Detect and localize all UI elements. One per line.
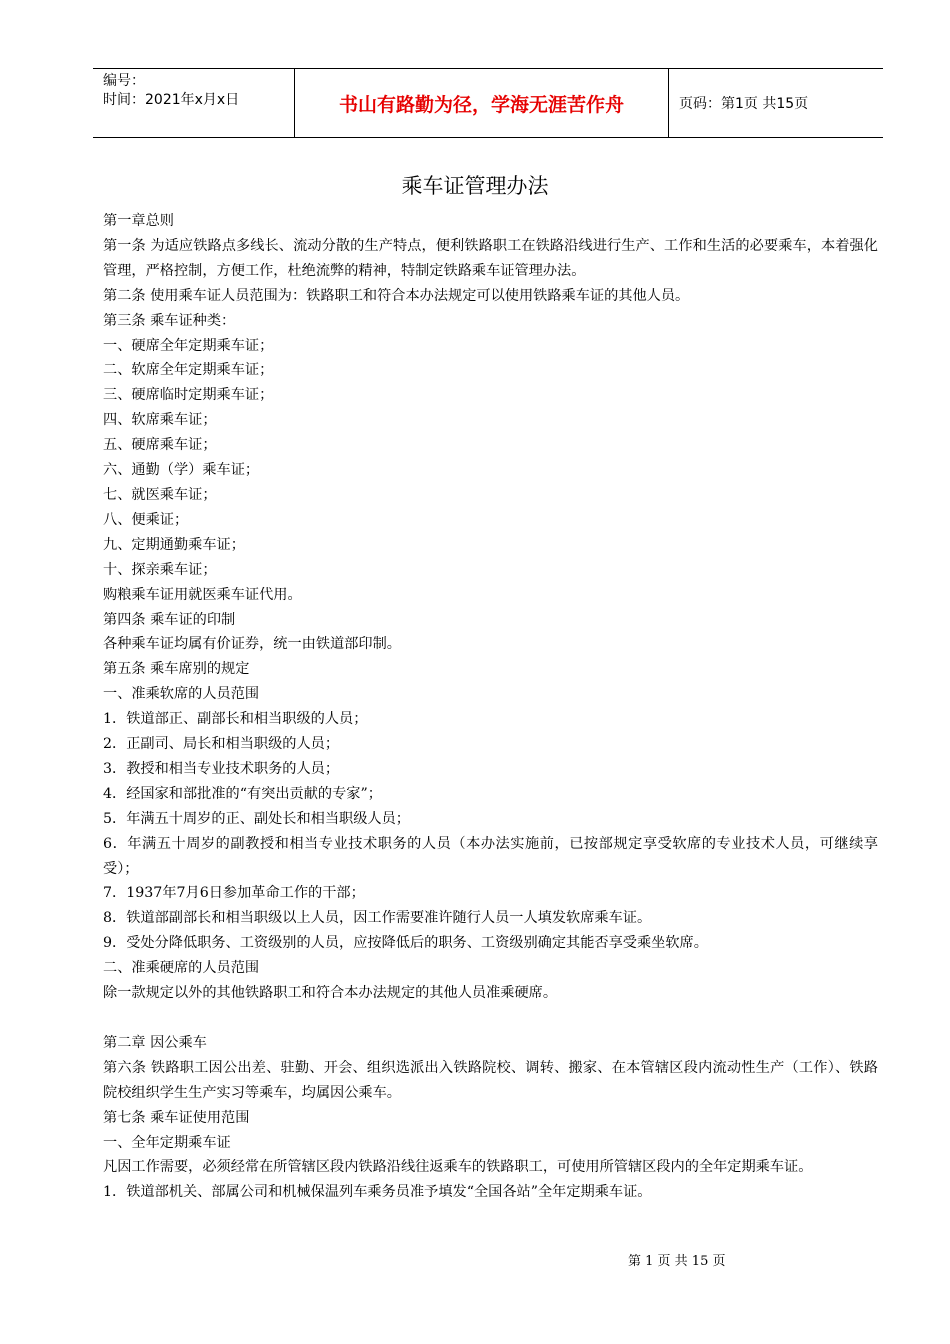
body-paragraph: 7．1937年7月6日参加革命工作的干部； [103, 885, 365, 902]
body-paragraph: 2．正副司、局长和相当职级的人员； [103, 736, 340, 753]
document-time: 时间：2021年x月x日 [103, 92, 240, 108]
body-paragraph: 除一款规定以外的其他铁路职工和符合本办法规定的其他人员准乘硬席。 [103, 985, 558, 1002]
body-paragraph: 1．铁道部正、副部长和相当职级的人员； [103, 711, 368, 728]
body-paragraph: 3．教授和相当专业技术职务的人员； [103, 760, 340, 777]
body-paragraph: 购粮乘车证用就医乘车证代用。 [103, 586, 302, 603]
body-paragraph: 第二章 因公乘车 [103, 1034, 207, 1051]
body-paragraph: 七、就医乘车证； [103, 486, 217, 503]
body-paragraph: 一、硬席全年定期乘车证； [103, 337, 274, 354]
body-paragraph: 第一章总则 [103, 213, 174, 229]
body-paragraph: 6．年满五十周岁的副教授和相当专业技术职务的人员（本办法实施前，已按部规定享受软席的专业技术人员，可继续享受）； [103, 835, 878, 877]
header-motto: 书山有路勤为径，学海无涯苦作舟 [295, 69, 669, 137]
page-header [93, 68, 883, 138]
body-paragraph: 八、便乘证； [103, 511, 189, 528]
body-paragraph: 二、准乘硬席的人员范围 [103, 960, 260, 977]
body-paragraph: 九、定期通勤乘车证； [103, 536, 245, 553]
body-paragraph: 四、软席乘车证； [103, 412, 217, 429]
body-paragraph: 第四条 乘车证的印制 [103, 611, 236, 628]
body-paragraph: 第二条 使用乘车证人员范围为：铁路职工和符合本办法规定可以使用铁路乘车证的其他人员。 [103, 287, 690, 304]
body-paragraph: 9．受处分降低职务、工资级别的人员，应按降低后的职务、工资级别确定其能否享受乘坐软席。 [103, 935, 708, 952]
body-paragraph: 三、硬席临时定期乘车证； [103, 387, 274, 404]
body-paragraph: 第五条 乘车席别的规定 [103, 661, 250, 678]
paragraph-gap [103, 1006, 878, 1031]
body-paragraph: 各种乘车证均属有价证券，统一由铁道部印制。 [103, 636, 401, 653]
body-paragraph: 第六条 铁路职工因公出差、驻勤、开会、组织选派出入铁路院校、调转、搬家、在本管辖区段内流动性生产（工作）、铁路院校组织学生生产实习等乘车，均属因公乘车。 [103, 1059, 878, 1101]
page-footer: 第 1 页 共 15 页 [628, 1254, 726, 1269]
body-paragraph: 第一条 为适应铁路点多线长、流动分散的生产特点，便利铁路职工在铁路沿线进行生产、工作和生活的必要乘车，本着强化管理，严格控制，方便工作，杜绝流弊的精神，特制定铁路乘车证管理办法。 [103, 237, 878, 279]
body-paragraph: 六、通勤（学）乘车证； [103, 462, 260, 479]
body-paragraph: 一、全年定期乘车证 [103, 1134, 231, 1151]
body-paragraph: 二、软席全年定期乘车证； [103, 362, 274, 379]
body-paragraph: 第七条 乘车证使用范围 [103, 1109, 250, 1126]
header-page-number: 页码：第1页 共15页 [679, 96, 809, 112]
body-paragraph: 1．铁道部机关、部属公司和机械保温列车乘务员准予填发“全国各站”全年定期乘车证。 [103, 1184, 652, 1201]
body-paragraph: 五、硬席乘车证； [103, 437, 217, 454]
header-meta [93, 69, 295, 137]
body-paragraph: 4．经国家和部批准的“有突出贡献的专家”； [103, 785, 382, 802]
document-title: 乘车证管理办法 [401, 174, 549, 198]
body-paragraph: 5．年满五十周岁的正、副处长和相当职级人员； [103, 810, 410, 827]
body-paragraph: 十、探亲乘车证； [103, 561, 217, 578]
document-code: 编号： [103, 73, 145, 89]
document-body [103, 209, 878, 1205]
body-paragraph: 8．铁道部副部长和相当职级以上人员，因工作需要准许随行人员一人填发软席乘车证。 [103, 910, 652, 927]
body-paragraph: 凡因工作需要，必须经常在所管辖区段内铁路沿线往返乘车的铁路职工，可使用所管辖区段内的全年定期乘车证。 [103, 1159, 813, 1176]
body-paragraph: 第三条 乘车证种类： [103, 312, 236, 329]
body-paragraph: 一、准乘软席的人员范围 [103, 686, 260, 703]
